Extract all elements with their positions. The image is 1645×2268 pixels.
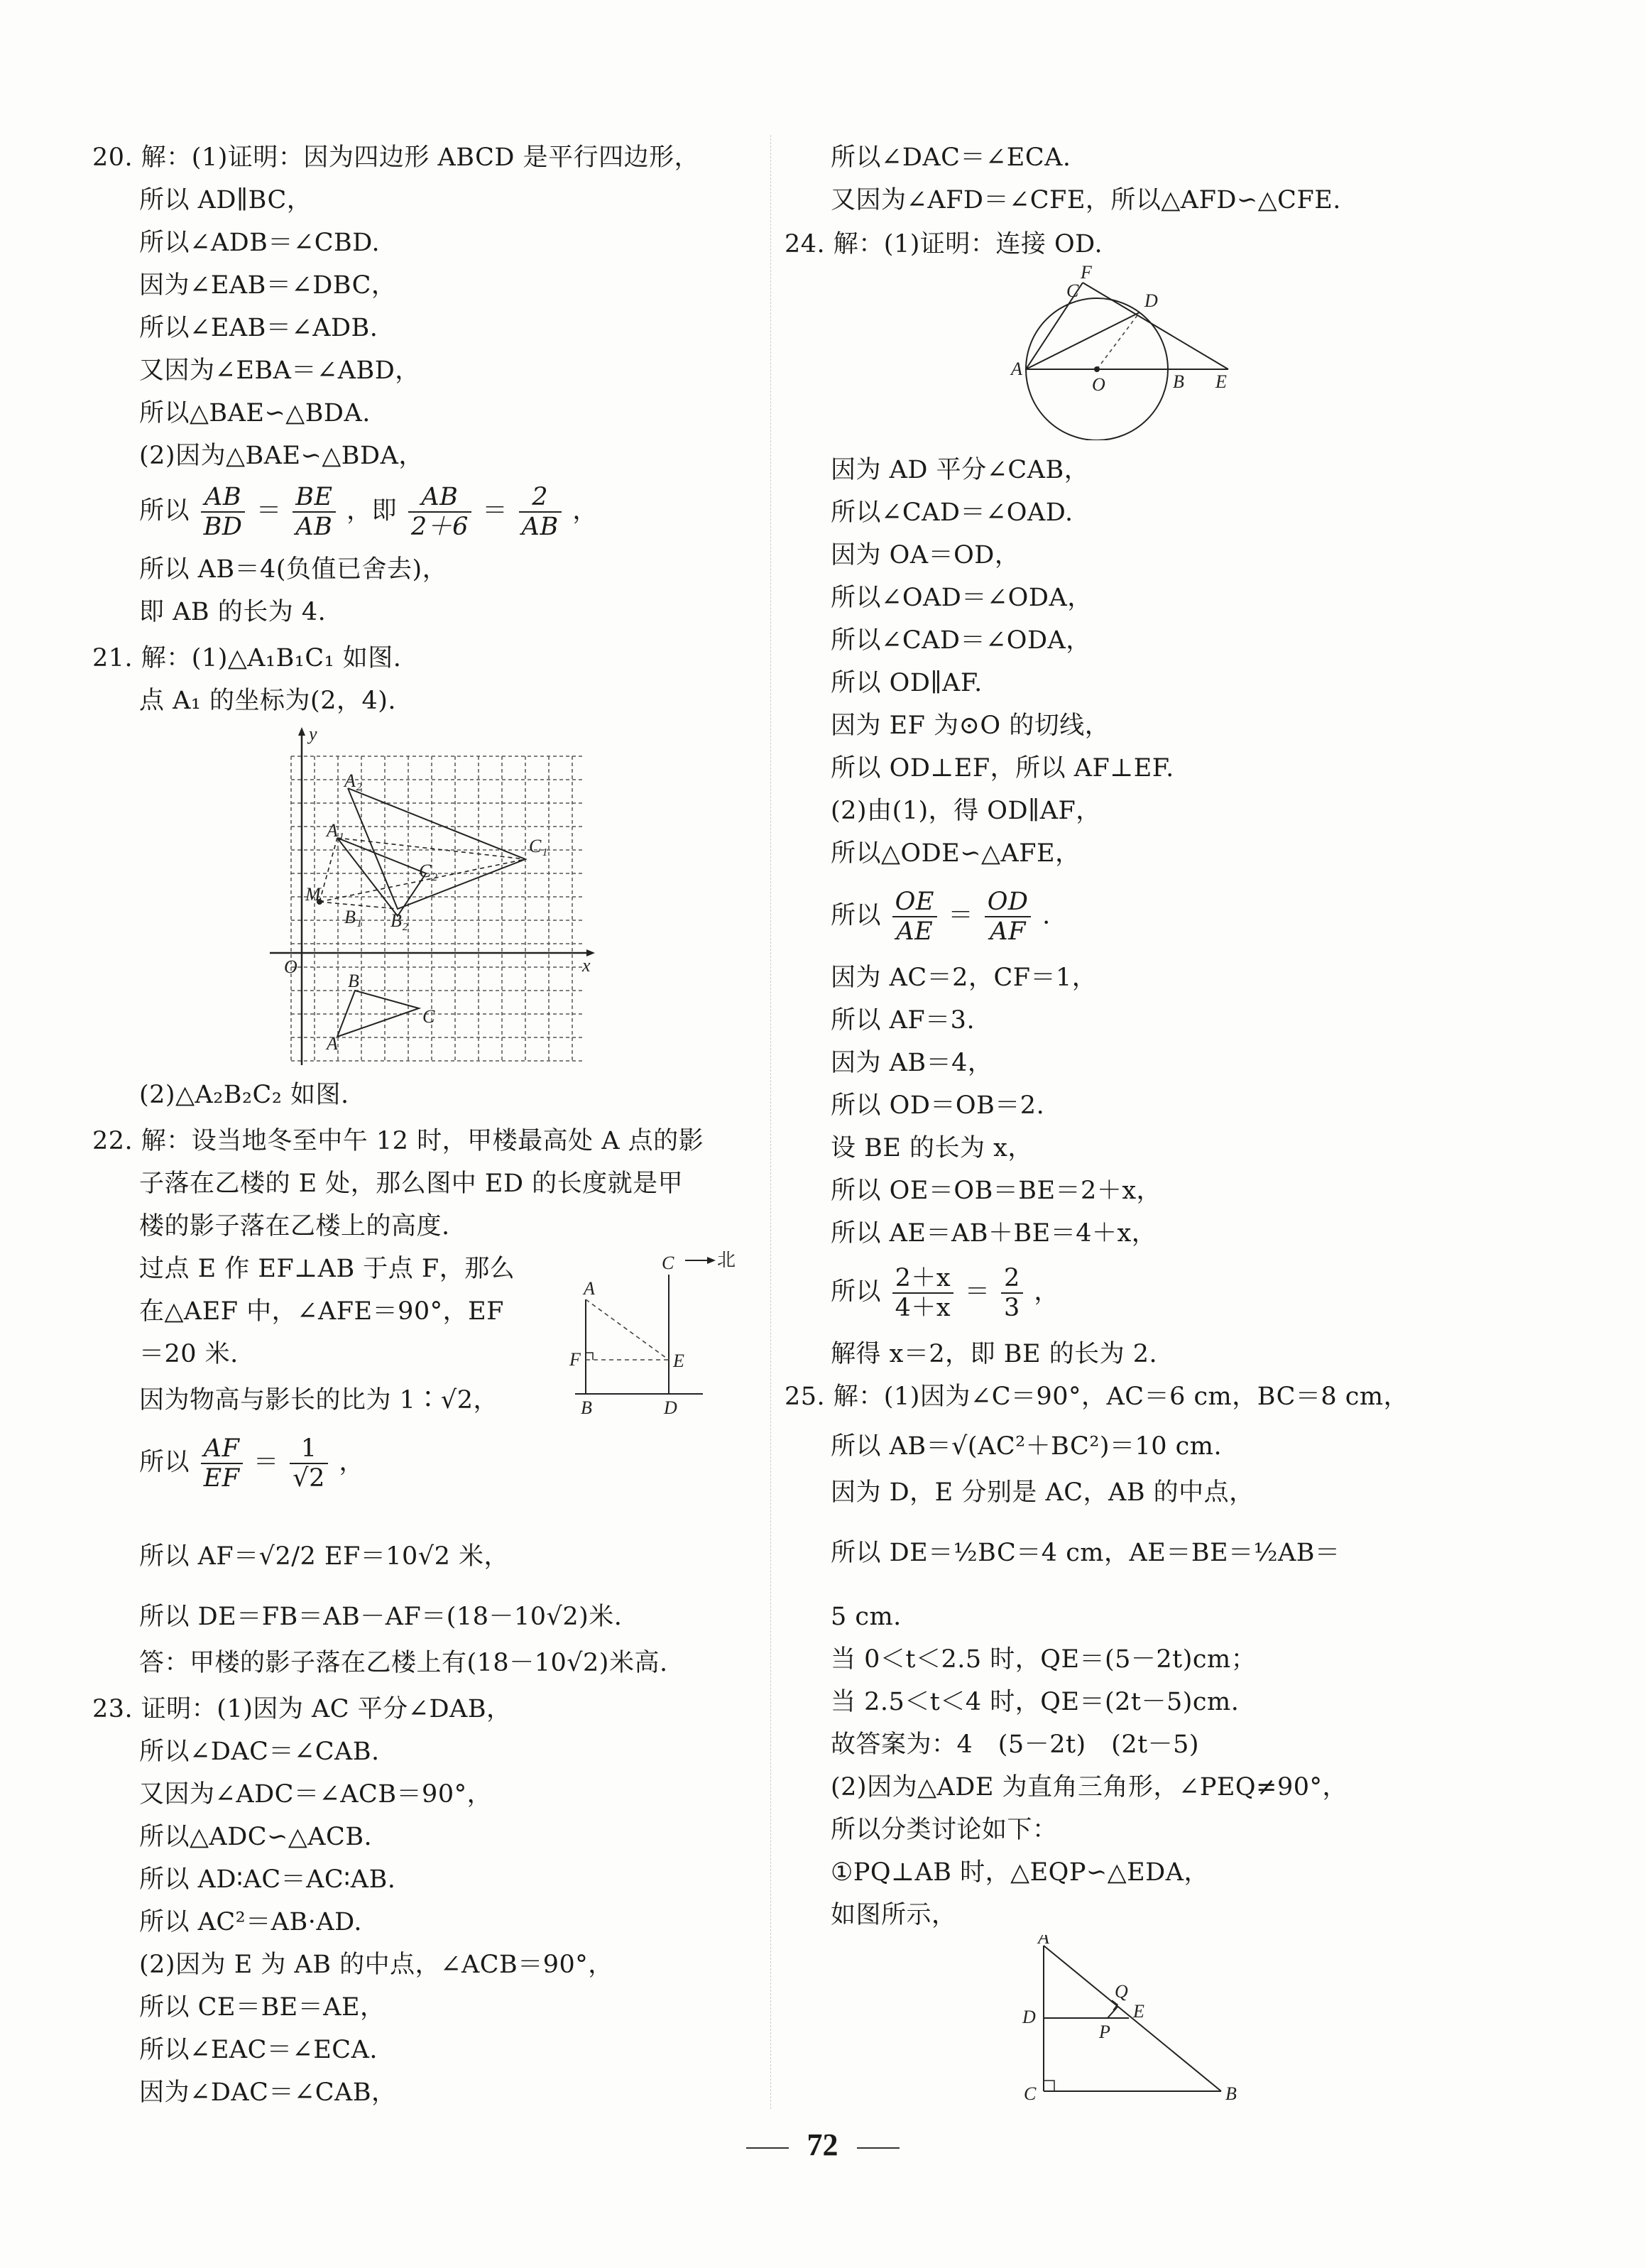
text-line: 所以分类讨论如下： (831, 1816, 1058, 1844)
text-line: 在△AEF 中，∠AFE＝90°，EF (139, 1297, 504, 1326)
fraction-be-ab: $\frac{BE}{AB}$ (293, 483, 335, 541)
text-line: 所以 AF＝3. (831, 1006, 975, 1035)
text-line: 所以∠DAC＝∠CAB. (139, 1738, 380, 1766)
text-line: 所以 AD∥BC， (139, 186, 312, 214)
text-line: 所以 AC²＝AB·AD. (139, 1908, 363, 1936)
text-line: 所以 OE＝OB＝BE＝2＋x， (831, 1177, 1162, 1205)
text-line: (2)因为 E 为 AB 的中点，∠ACB＝90°， (139, 1951, 613, 1979)
page-number-dash-right (857, 2147, 900, 2149)
fraction-oe-ae: $\frac{OE}{AE}$ (892, 888, 937, 946)
label-c: C (1024, 2083, 1037, 2104)
text-line: 又因为∠EBA＝∠ABD， (139, 356, 420, 385)
text-line: ＝20 米. (139, 1340, 239, 1368)
text-line: 20. 解：(1)证明：因为四边形 ABCD 是平行四边形， (92, 143, 700, 172)
label-d: D (664, 1397, 677, 1417)
text-line: 24. 解：(1)证明：连接 OD. (785, 230, 1103, 258)
text-line: 当 2.5＜t＜4 时，QE＝(2t－5)cm. (831, 1688, 1240, 1716)
text-line: 5 cm. (831, 1603, 902, 1631)
text-line: 过点 E 作 EF⊥AB 于点 F，那么 (139, 1255, 515, 1283)
label-a2: A₂ (344, 770, 362, 791)
text-line: (2)由(1)，得 OD∥AF， (831, 797, 1101, 825)
page-number: 72 (0, 2127, 1645, 2163)
label-e: E (673, 1351, 684, 1371)
text-line: 解得 x＝2，即 BE 的长为 2. (831, 1340, 1158, 1368)
label-a: A (584, 1278, 595, 1299)
label-d: D (1022, 2007, 1036, 2027)
q24-fraction-line: 所以 $\frac{OE}{AE}$ ＝ $\frac{OD}{AF}$ . (831, 888, 1051, 946)
label-b: B (581, 1397, 592, 1417)
label-e: E (1215, 371, 1227, 392)
figure-coordinate-grid (270, 724, 596, 1068)
text-line: 所以 DE＝FB＝AB－AF＝(18－10√2)米. (139, 1603, 623, 1631)
text-line: (2)因为△BAE∽△BDA， (139, 442, 424, 470)
text-line: 所以 AE＝AB＋BE＝4＋x， (831, 1219, 1157, 1248)
label-b: B (348, 971, 359, 991)
text-line: 又因为∠AFD＝∠CFE，所以△AFD∽△CFE. (831, 186, 1341, 214)
text-line: 所以 AD∶AC＝AC∶AB. (139, 1865, 396, 1894)
text-line: (2)因为△ADE 为直角三角形，∠PEQ≠90°， (831, 1773, 1348, 1801)
text-line: 所以 OD⊥EF，所以 AF⊥EF. (831, 754, 1174, 783)
figure-right-triangle (1015, 1935, 1250, 2115)
text-line: 所以△ADC∽△ACB. (139, 1823, 373, 1851)
text-line: 所以 AB＝√(AC²＋BC²)＝10 cm. (831, 1432, 1223, 1461)
text-line: 25. 解：(1)因为∠C＝90°，AC＝6 cm，BC＝8 cm， (785, 1383, 1409, 1411)
page-number-dash-left (746, 2147, 789, 2149)
label-b2: B₂ (390, 910, 408, 931)
text-line: 所以 CE＝BE＝AE， (139, 1993, 386, 2022)
label-b1: B₁ (344, 907, 362, 927)
text-line: 所以∠OAD＝∠ODA， (831, 584, 1093, 612)
label-c: C (422, 1006, 435, 1027)
text-line: 所以 OD＝OB＝2. (831, 1091, 1045, 1120)
fraction-od-af: $\frac{OD}{AF}$ (985, 888, 1032, 946)
text-line: (2)△A₂B₂C₂ 如图. (139, 1081, 349, 1109)
text-line: 所以△BAE∽△BDA. (139, 399, 371, 427)
label-m: M (305, 884, 321, 905)
text-line: 因为 OA＝OD， (831, 541, 1020, 569)
text-line: 所以∠ADB＝∠CBD. (139, 229, 381, 257)
text-line: 所以 OD∥AF. (831, 669, 983, 697)
q20-fraction-line: 所以 $\frac{AB}{BD}$ ＝ $\frac{BE}{AB}$ ，即 $\frac{AB}{2+6}$ ＝ $\frac{2}{AB}$ ， (139, 483, 598, 541)
text-line: 所以∠CAD＝∠OAD. (831, 498, 1073, 527)
q24-fraction-line-2: 所以 $\frac{2+x}{4+x}$ ＝ $\frac{2}{3}$ ， (831, 1264, 1059, 1322)
label-q: Q (1115, 1981, 1128, 2002)
column-divider (770, 135, 771, 2109)
label-c: C (662, 1253, 674, 1273)
label-e: E (1133, 2001, 1144, 2022)
fraction-2-3: $\frac{2}{3}$ (1001, 1264, 1023, 1322)
text-line: 因为物高与影长的比为 1∶√2， (139, 1386, 498, 1414)
text-line: ①PQ⊥AB 时，△EQP∽△EDA， (831, 1858, 1209, 1887)
label-a: A (1011, 359, 1022, 379)
text-line: 所以 DE＝½BC＝4 cm，AE＝BE＝½AB＝ (831, 1539, 1340, 1567)
label-o: O (1092, 374, 1105, 395)
text-line: 23. 证明：(1)因为 AC 平分∠DAB， (92, 1695, 512, 1723)
text-line: 子落在乙楼的 E 处，那么图中 ED 的长度就是甲 (139, 1170, 684, 1198)
text-line: 点 A₁ 的坐标为(2，4). (139, 687, 397, 715)
label-y: y (309, 724, 317, 744)
label-f: F (569, 1349, 581, 1370)
text-prefix: 所以 (139, 496, 190, 525)
text-line: 所以∠EAB＝∠ADB. (139, 314, 378, 342)
label-p: P (1099, 2022, 1110, 2042)
text-line: 22. 解：设当地冬至中午 12 时，甲楼最高处 A 点的影 (92, 1127, 704, 1155)
text-line: 所以 AF＝√2/2 EF＝10√2 米， (139, 1542, 510, 1571)
figure-circle-tangent (1008, 263, 1250, 443)
label-a: A (1038, 1935, 1049, 1948)
text-line: 因为 AD 平分∠CAB， (831, 456, 1090, 484)
fraction-2-ab: $\frac{2}{AB}$ (519, 483, 562, 541)
text-line: 所以∠EAC＝∠ECA. (139, 2036, 378, 2064)
text-line: 所以△ODE∽△AFE， (831, 839, 1081, 868)
label-o: O (284, 956, 297, 977)
text-line: 因为 EF 为⊙O 的切线， (831, 712, 1110, 740)
label-a1: A₁ (327, 820, 344, 841)
text-line: 所以∠DAC＝∠ECA. (831, 143, 1071, 172)
label-b: B (1173, 371, 1184, 392)
fraction-2x-4x: $\frac{2+x}{4+x}$ (892, 1264, 954, 1322)
label-b: B (1225, 2083, 1237, 2104)
text-line: 21. 解：(1)△A₁B₁C₁ 如图. (92, 644, 402, 672)
fraction-ab-bd: $\frac{AB}{BD}$ (201, 483, 246, 541)
text-line: 因为 AC＝2，CF＝1， (831, 964, 1098, 992)
label-c2: C₂ (419, 861, 438, 881)
fraction-ab-sum: $\frac{AB}{2+6}$ (408, 483, 471, 541)
fraction-1-sqrt2: $\frac{1}{√2}$ (290, 1434, 328, 1493)
fraction-af-ef: $\frac{AF}{EF}$ (201, 1434, 243, 1493)
text-line: 楼的影子落在乙楼上的高度. (139, 1212, 450, 1241)
label-f: F (1081, 263, 1092, 283)
text-line: 因为 D，E 分别是 AC，AB 的中点， (831, 1478, 1255, 1507)
text-line: 答：甲楼的影子落在乙楼上有(18－10√2)米高. (139, 1649, 668, 1677)
text-line: 如图所示， (831, 1901, 957, 1929)
text-line: 又因为∠ADC＝∠ACB＝90°， (139, 1780, 493, 1809)
text-line: 所以 AB＝4(负值已舍去)， (139, 555, 448, 584)
q22-fraction-line: 所以 $\frac{AF}{EF}$ ＝ $\frac{1}{√2}$ ， (139, 1434, 365, 1493)
text-line: 故答案为：4 (5－2t) (2t－5) (831, 1730, 1200, 1759)
label-c: C (1066, 280, 1079, 301)
text-line: 当 0＜t＜2.5 时，QE＝(5－2t)cm； (831, 1645, 1257, 1674)
text-line: 所以∠CAD＝∠ODA， (831, 626, 1091, 655)
label-north: 北 (717, 1250, 736, 1270)
label-a: A (327, 1033, 338, 1054)
text-line: 因为∠DAC＝∠CAB， (139, 2078, 397, 2107)
text-line: 设 BE 的长为 x， (831, 1134, 1033, 1162)
text-line: 因为 AB＝4， (831, 1049, 993, 1077)
figure-buildings-shadow (554, 1232, 767, 1419)
label-c1: C₁ (529, 836, 548, 856)
label-d: D (1144, 290, 1158, 311)
text-line: 因为∠EAB＝∠DBC， (139, 271, 397, 300)
label-x: x (582, 955, 591, 976)
text-line: 即 AB 的长为 4. (139, 598, 327, 626)
